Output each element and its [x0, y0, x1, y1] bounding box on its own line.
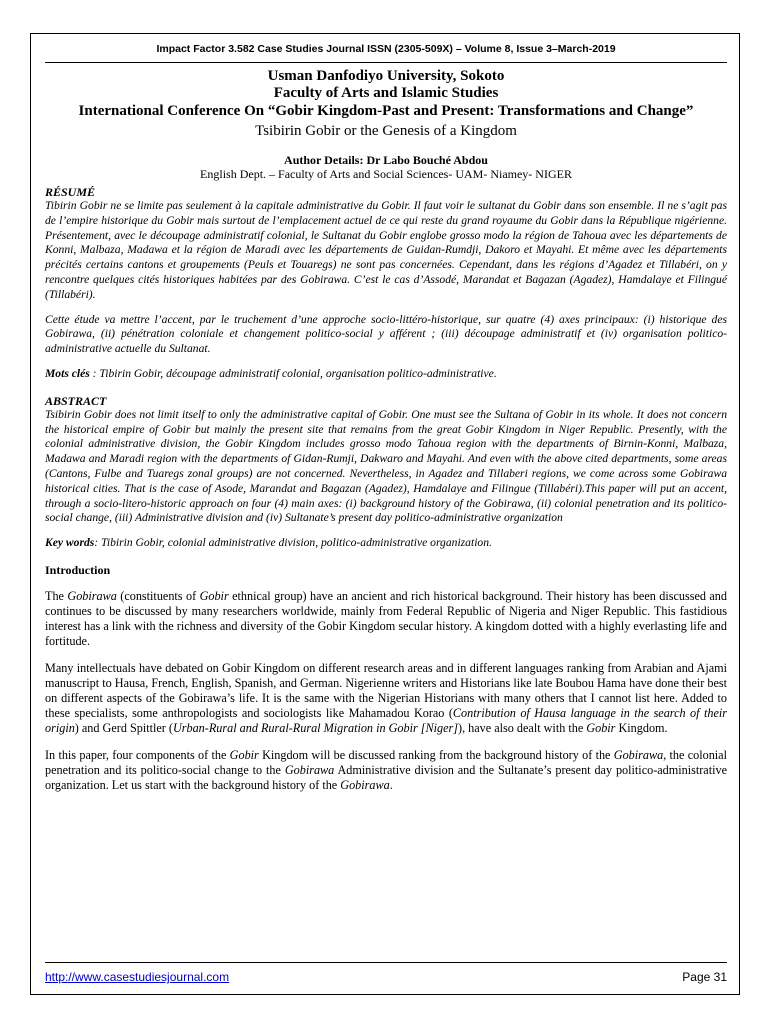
text-run: Gobirawa	[67, 588, 117, 603]
text-run: Kingdom.	[615, 720, 668, 735]
conference-title: International Conference On “Gobir Kingdom-Past and Present: Transformations and Change”	[78, 103, 694, 119]
resume-keywords-text: : Tibirin Gobir, découpage administratif colonial, organisation politico-administrative.	[89, 366, 497, 380]
text-run: Many intellectuals have debated on Gobir Kingdom on different research areas and in different languages ranking from Arabian and Ajami manuscript to Hausa, French, English, Spanish, and German. Nigerienne writers and Historians like late Boubou Hama have done their best on different aspects of the Gobirawa’s life. It is the same with the Nigerian Historians with many others that I cannot list here. Added to these specialists, some anthropologists and sociologists like Mahamadou Korao (	[45, 660, 727, 720]
abstract-heading: ABSTRACT	[45, 393, 107, 408]
text-run: Gobirawa	[284, 762, 335, 777]
paper-title: Tsibirin Gobir or the Genesis of a Kingdom	[255, 123, 517, 139]
text-run: Gobir	[199, 588, 229, 603]
resume-keywords	[45, 367, 727, 382]
text-run: The	[45, 588, 68, 603]
page-number: Page 31	[682, 970, 727, 984]
text-run: ethnical group) have an ancient and rich historical background. Their history has been discussed and continues to be discussed by many researchers worldwide, mainly from Federal Republic of Nigeria and Niger Republic. This fastidious interest has a link with the richness and diversity of the Gobir Kingdom secular history. A kingdom dotted with a highly everlasting life and fortitude.	[45, 588, 727, 648]
faculty-name: Faculty of Arts and Islamic Studies	[273, 85, 499, 101]
resume-heading: RÉSUMÉ	[45, 185, 96, 199]
text-run: (constituents of	[116, 588, 200, 603]
text-run: Gobirawa	[340, 777, 390, 792]
journal-url-link[interactable]: http://www.casestudiesjournal.com	[45, 970, 230, 984]
introduction-heading: Introduction	[45, 562, 111, 577]
text-run: Gobir	[229, 747, 259, 762]
author-affiliation: English Dept. – Faculty of Arts and Social Sciences- UAM- Niamey- NIGER	[200, 167, 572, 181]
text-run: ) and Gerd Spittler (	[74, 720, 173, 735]
text-run: In this paper, four components of the	[45, 747, 230, 762]
page-frame	[30, 33, 740, 995]
introduction-paragraph-1	[45, 589, 727, 649]
author-details: Author Details: Dr Labo Bouché Abdou	[284, 153, 488, 167]
text-run: Administrative division and the Sultanate’s present day politico-administrative organization. Let us start with the background history of the	[45, 762, 727, 792]
text-run: ), have also dealt with the	[458, 720, 587, 735]
abstract-keywords-text: : Tibirin Gobir, colonial administrative division, politico-administrative organization.	[94, 536, 492, 550]
page-footer	[45, 962, 727, 988]
text-run: Contribution of Hausa language in the search of their origin	[45, 705, 727, 735]
introduction-paragraph-3	[45, 748, 727, 793]
text-run: Kingdom will be discussed ranking from the background history of the	[258, 747, 614, 762]
resume-paragraph-2: Cette étude va mettre l’accent, par le truchement d’une approche socio-littéro-historique, sur quatre (4) axes principaux: (i) historique des Gobirawa, (ii) pénétration coloniale et changement politico-social y afférent ; (iii) découpage administratif et (iv) organisation politico-administrative actuelle du Sultanat.	[45, 312, 727, 356]
text-run: , the colonial penetration and its politico-social change to the	[45, 747, 727, 777]
introduction-paragraph-2	[45, 661, 727, 736]
abstract-paragraph: Tsibirin Gobir does not limit itself to only the administrative capital of Gobir. One must see the Sultana of Gobir in its whole. It does not concern the historical empire of Gobir but mainly the present site that remains from the great Gobir Kingdom in Niger Republic. Presently, with the colonial administrative division, the Gobir Kingdom includes grosso modo Tahoua region with the departments of Birnin-Konni, Malbaza, Madawa and Maradi region with the departments of Gidan-Rumji, Dakwaro and Mayahi. And even with the above cited departments, some areas (Cantons, Fulbe and Tuaregs zonal groups) are not concerned. Nevertheless, in Agadez and Tillaberi regions, we come across some Gobirawa historical cities. That is the case of Asode, Marandat and Bagazan (Agadez), Hamdalaye and Filingue (Tillabéri).This paper will put an accent, through a socio-litero-historic approach on four (4) main axes: (i) background history of the Gobirawa, (ii) colonial penetration and its politico-social change, (iii) Administrative division and (iv) Sultanate’s present day politico-administrative organization	[45, 407, 727, 525]
text-run: Urban-Rural and Rural-Rural Migration in Gobir [Niger]	[172, 720, 459, 735]
abstract-keywords	[45, 536, 727, 551]
text-run: .	[389, 777, 393, 792]
university-name: Usman Danfodiyo University, Sokoto	[267, 68, 505, 84]
resume-paragraph-1: Tibirin Gobir ne se limite pas seulement à la capitale administrative du Gobir. Il faut voir le sultanat du Gobir dans son ensemble. Il ne s’agit pas de l’empire historique du Gobir mais surtout de l’emplacement actuel de ce qui reste du grand royaume du Gobir dans la République nigérienne. Présentement, avec le découpage administratif colonial, le Sultanat du Gobir englobe grosso modo la région de Tahoua avec les départements de Konni, Malbaza, Madawa et la région de Maradi avec les départements de Guidan-Rumdji, Dakoro et Mayahi. Et même avec les départements précités certains cantons et groupements (Peuls et Touaregs) ne sont pas concernées. Cependant, dans les régions d’Agadez et Tillabéri, on y rencontre quelques cités historiques habitées par des Gobirawa. C’est le cas d’Assodé, Marandat et Bagazan (Agadez), Hamdalaye et Filingué (Tillabéri).	[45, 199, 727, 301]
title-block	[45, 68, 727, 141]
text-run: Gobir	[586, 720, 616, 735]
abstract-keywords-label: Key words	[45, 536, 95, 550]
resume-keywords-label: Mots clés	[45, 366, 90, 380]
journal-header: Impact Factor 3.582 Case Studies Journal ISSN (2305-509X) – Volume 8, Issue 3–March-2019	[45, 43, 727, 63]
text-run: Gobirawa	[613, 747, 664, 762]
